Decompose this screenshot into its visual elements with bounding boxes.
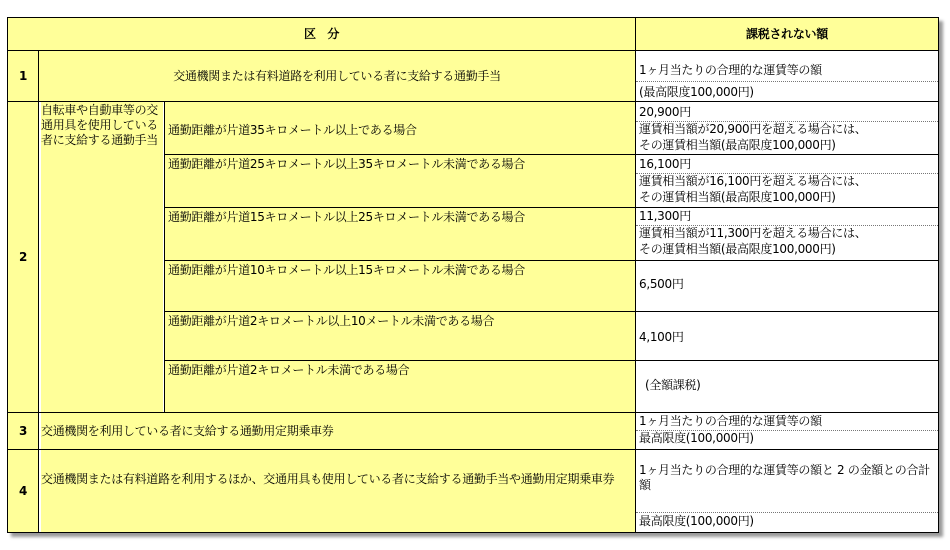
row-3-amount: 1ヶ月当たりの合理的な運賃等の額 [639,414,937,430]
row-2-note: 運賃相当額が16,100円を超える場合には、 [639,174,937,190]
row-2-amount: 11,300円 [639,209,937,225]
row-2-note: 運賃相当額が20,900円を超える場合には、 [639,122,937,138]
row-1-limit: (最高限度100,000円) [639,85,937,101]
row-4-label: 交通機関または有料道路を利用するほか、交通用具も使用している者に支給する通勤手当や通勤用定期乗車券 [41,450,635,532]
row-2-label: 自転車や自動車等の交通用具を使用している者に支給する通勤手当 [41,102,163,412]
grid-line [164,207,938,208]
row-2-sub-label: 通勤距離が片道15キロメートル以上25キロメートル未満である場合 [165,208,635,260]
grid-line [164,102,165,412]
row-4-amount: 1ヶ月当たりの合理的な運賃等の額と 2 の金額との合計額 [639,463,937,495]
grid-line [635,18,636,532]
row-2-amount: 4,100円 [639,330,937,346]
row-2-sub-label: 通勤距離が片道2キロメートル以上10メートル未満である場合 [165,312,635,360]
grid-line [164,311,938,312]
dotted-separator [636,173,938,174]
grid-line [164,360,938,361]
dotted-separator [636,121,938,122]
row-2-amount: 20,900円 [639,105,937,121]
row-3-label: 交通機関を利用している者に支給する通勤用定期乗車券 [41,413,635,449]
grid-line [164,154,938,155]
row-2-note: その運賃相当額(最高限度100,000円) [639,138,937,154]
row-number-2: 2 [8,102,38,412]
row-number-1: 1 [8,51,38,101]
grid-line [38,51,39,532]
row-2-note: 運賃相当額が11,300円を超える場合には、 [639,226,937,242]
grid-line [164,260,938,261]
row-2-note: その運賃相当額(最高限度100,000円) [639,242,937,258]
row-4-limit: 最高限度(100,000円) [639,514,937,530]
row-1-label: 交通機関または有料道路を利用している者に支給する通勤手当 [39,51,635,101]
commuting-allowance-table [7,17,939,533]
row-2-amount: 16,100円 [639,157,937,173]
grid-line [8,50,938,51]
row-2-amount: 6,500円 [639,277,937,293]
row-2-amount: (全額課税) [645,378,937,394]
header-division: 区 分 [8,18,635,50]
dotted-separator [636,512,938,513]
dotted-separator [636,430,938,431]
dotted-separator [636,225,938,226]
row-2-note: その運賃相当額(最高限度100,000円) [639,190,937,206]
grid-line [8,449,938,450]
row-2-sub-label: 通勤距離が片道2キロメートル未満である場合 [165,361,635,412]
row-1-amount: 1ヶ月当たりの合理的な運賃等の額 [639,63,937,79]
header-non-taxable-amount: 課税されない額 [636,18,938,50]
row-number-4: 4 [8,450,38,532]
row-2-sub-label: 通勤距離が片道10キロメートル以上15キロメートル未満である場合 [165,261,635,311]
dotted-separator [636,81,938,82]
grid-line [8,412,938,413]
row-2-sub-label: 通勤距離が片道35キロメートル以上である場合 [165,102,635,154]
grid-line [8,101,938,102]
row-3-limit: 最高限度(100,000円) [639,431,937,447]
row-number-3: 3 [8,413,38,449]
row-2-sub-label: 通勤距離が片道25キロメートル以上35キロメートル未満である場合 [165,155,635,207]
